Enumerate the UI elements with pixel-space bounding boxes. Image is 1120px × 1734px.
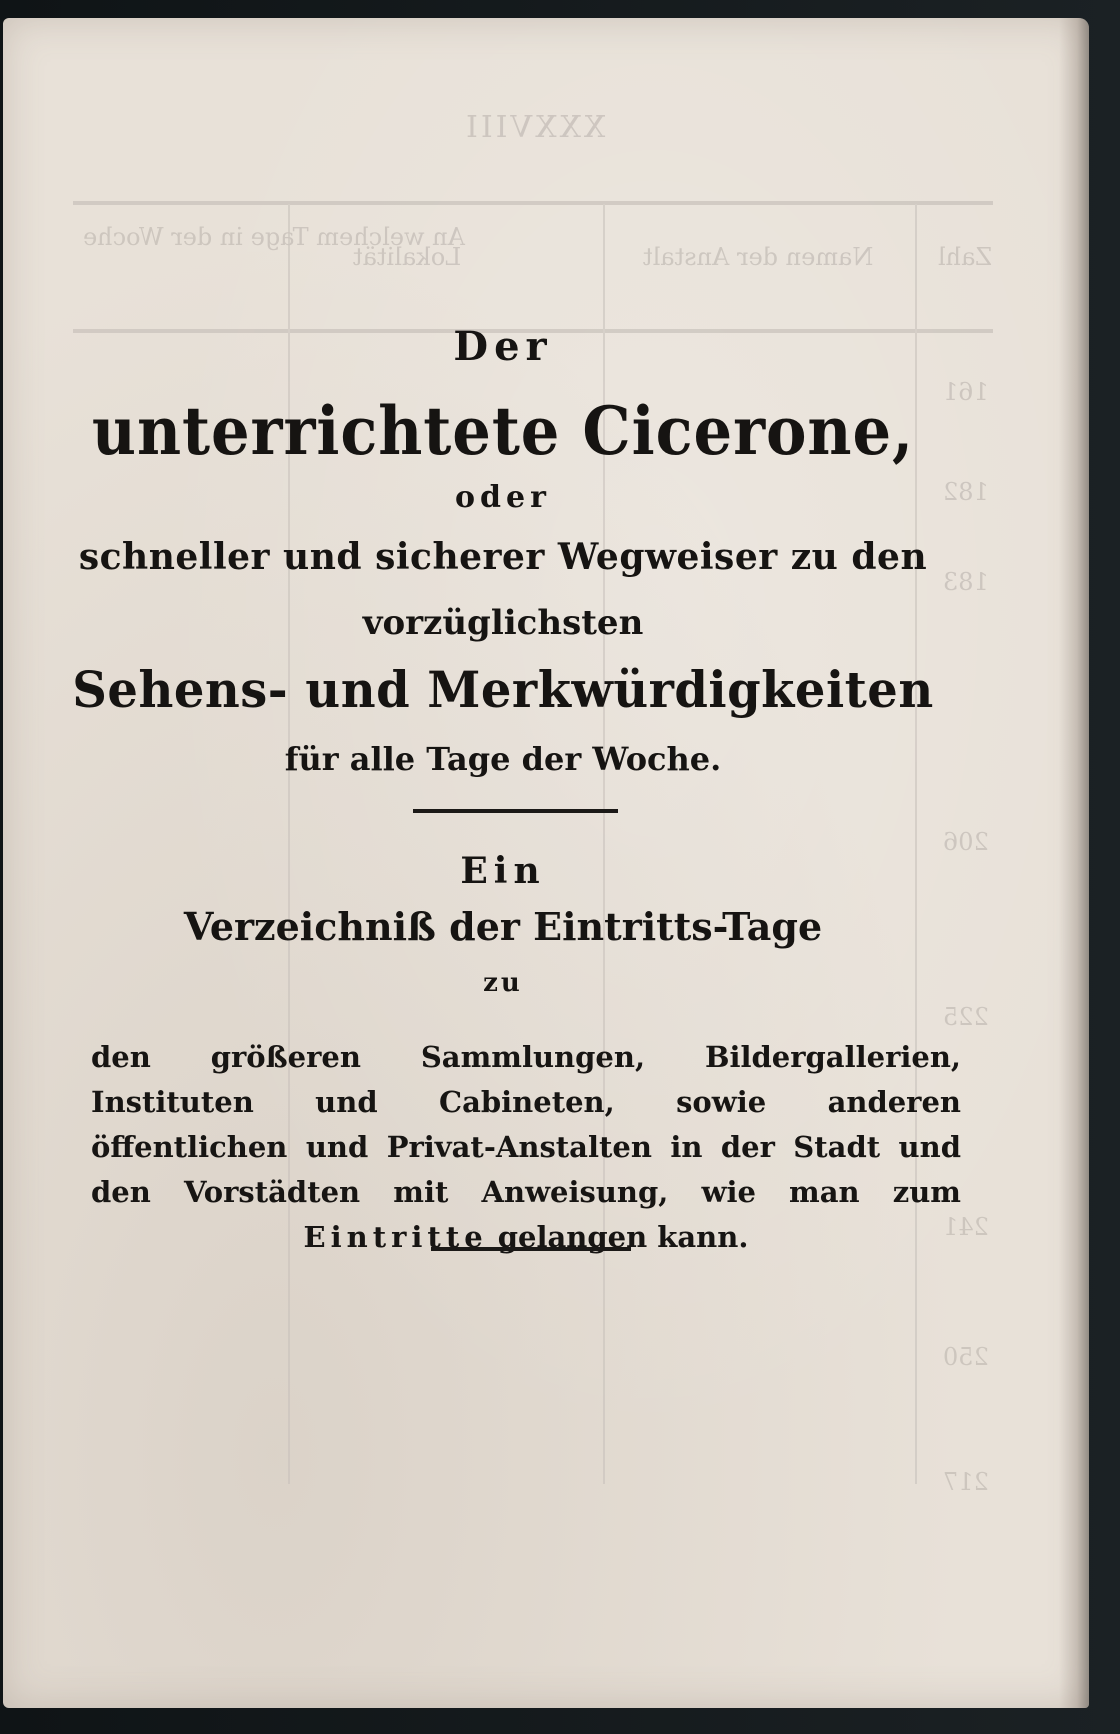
divider-rule bbox=[413, 809, 618, 813]
ghost-row-number: 206 bbox=[943, 828, 989, 856]
page-edge-shadow bbox=[1059, 18, 1089, 1708]
paragraph-spaced-word: Eintritte bbox=[303, 1220, 488, 1254]
subtitle-line-3: Sehens- und Merkwürdigkeiten bbox=[72, 660, 934, 719]
subtitle-line-2: vorzüglichsten bbox=[362, 603, 644, 643]
subtitle-line-1: schneller und sicherer Wegweiser zu den bbox=[78, 536, 928, 578]
ghost-row-number: 250 bbox=[943, 1343, 989, 1371]
ghost-header-cell: Lokalität bbox=[353, 243, 462, 271]
title-main: unterrichtete Cicerone, bbox=[91, 392, 915, 470]
title-page-content bbox=[3, 18, 1089, 1708]
description-paragraph bbox=[91, 1035, 961, 1260]
ghost-row-number: 225 bbox=[943, 1003, 989, 1031]
section-verzeichnis: Verzeichniß der Eintritts-Tage bbox=[183, 904, 823, 949]
ghost-row-number: 161 bbox=[943, 378, 989, 406]
ghost-header-cell: An welchem Tage in der Woche bbox=[83, 223, 465, 251]
ghost-row-number: 217 bbox=[943, 1468, 989, 1496]
section-zu: zu bbox=[483, 968, 523, 998]
ghost-row-number: 183 bbox=[943, 568, 989, 596]
ghost-row-number: 182 bbox=[943, 478, 989, 506]
ghost-header-cell: Zahl bbox=[938, 243, 993, 271]
paragraph-text: den größeren Sammlungen, Bildergallerien, Instituten und Cabineten, sowie anderen öffentlichen und Privat-Anstalten in der Stadt und den Vorstädten mit Anweisung, wie man zum bbox=[91, 1040, 961, 1209]
section-ein: Ein bbox=[460, 850, 546, 892]
title-der: Der bbox=[453, 323, 553, 370]
subtitle-line-4: für alle Tage der Woche. bbox=[284, 740, 722, 778]
book-page bbox=[3, 18, 1089, 1708]
divider-rule bbox=[431, 1247, 631, 1251]
ghost-row-number: 241 bbox=[943, 1213, 989, 1241]
title-oder: oder bbox=[455, 480, 551, 515]
paragraph-text-end: gelangen kann. bbox=[487, 1220, 749, 1254]
ghost-page-number: XXXVIII bbox=[463, 110, 606, 145]
ghost-header-cell: Namen der Anstalt bbox=[643, 243, 874, 271]
